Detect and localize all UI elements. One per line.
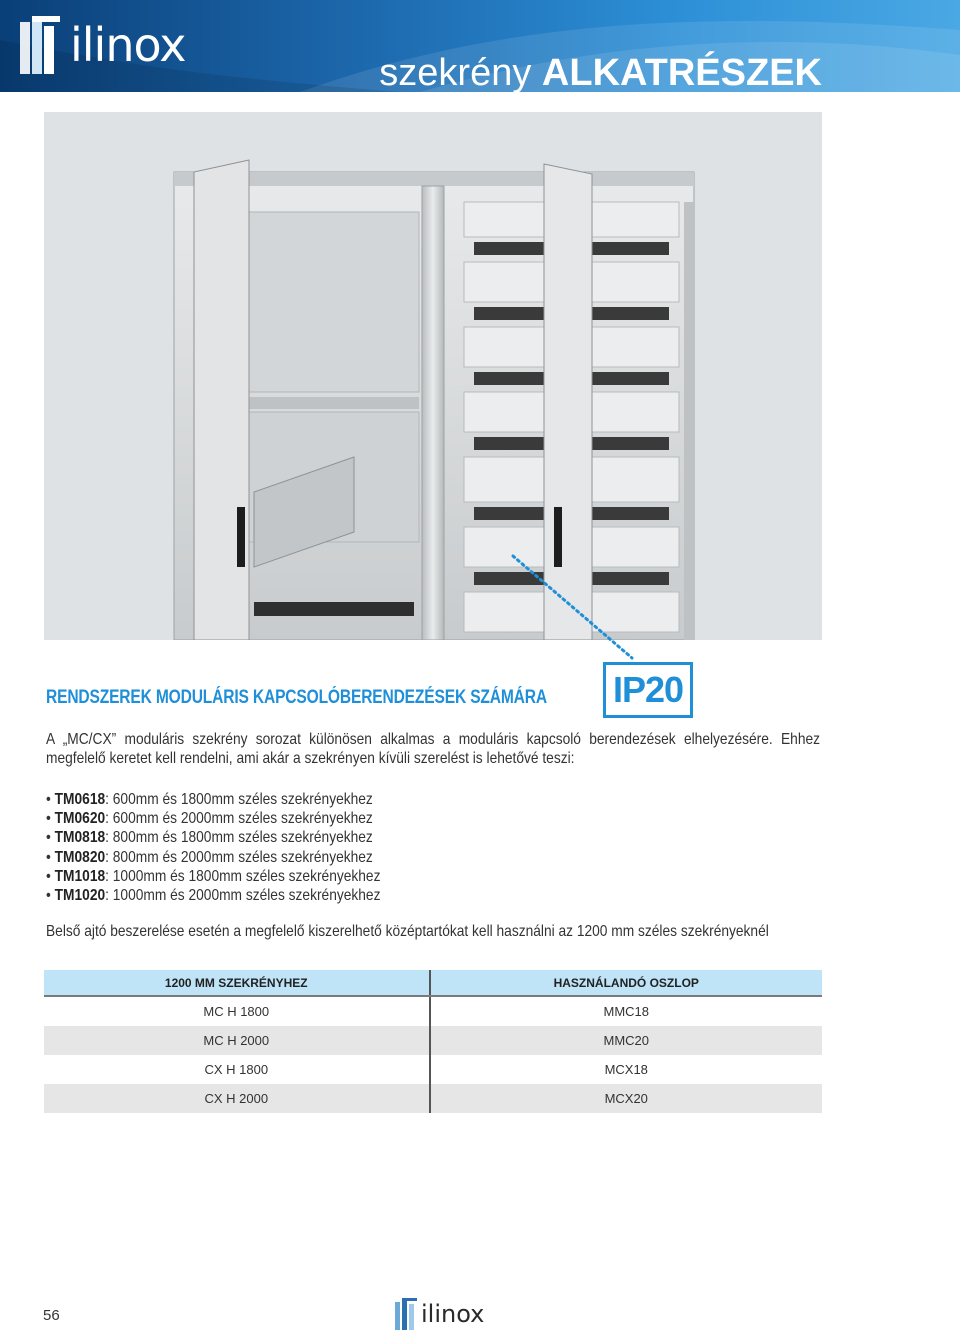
table-header-column: HASZNÁLANDÓ OSZLOP	[430, 970, 823, 996]
list-item: • TM1020: 1000mm és 2000mm széles szekrényekhez	[46, 887, 381, 905]
table-header-row	[44, 970, 822, 996]
frame-list	[46, 790, 380, 905]
intro-line-2: megfelelő keretet kell rendelni, ami akár a szekrényen kívüli szerelést is lehetővé teszi:	[46, 750, 575, 767]
table-cell: MMC18	[603, 1004, 649, 1019]
brand-name: ilinox	[70, 18, 186, 72]
intro-paragraph	[46, 730, 820, 768]
cabinet-illustration	[44, 112, 822, 640]
table-cell: MMC20	[430, 1026, 823, 1055]
table-row	[44, 1055, 822, 1084]
table-cell: CX H 2000	[44, 1084, 430, 1113]
item-code: TM0818	[54, 829, 106, 847]
item-text: : 1000mm és 2000mm széles szekrényekhez	[105, 887, 381, 905]
page-title-light: szekrény	[379, 52, 542, 92]
list-item: • TM0818: 800mm és 1800mm széles szekrényekhez	[46, 829, 373, 847]
table-header-cabinet: 1200 MM SZEKRÉNYHEZ	[44, 970, 430, 996]
item-text: : 600mm és 2000mm széles szekrényekhez	[105, 810, 373, 828]
ip-rating-badge: IP20	[603, 662, 693, 718]
ilinox-logo-icon	[18, 14, 62, 76]
item-code: TM1020	[54, 887, 106, 905]
list-item: • TM0618: 600mm és 1800mm széles szekrényekhez	[46, 791, 373, 808]
item-code: TM0820	[54, 848, 106, 866]
list-item: • TM0620: 600mm és 2000mm széles szekrényekhez	[46, 810, 373, 828]
intro-line-1: A „MC/CX” moduláris szekrény sorozat különösen alkalmas a moduláris kapcsoló berendezések elhelyezésére. Ehhez	[46, 731, 820, 748]
header-banner	[0, 0, 960, 92]
item-text: : 800mm és 2000mm széles szekrényekhez	[105, 848, 373, 866]
item-text: : 800mm és 1800mm széles szekrényekhez	[105, 829, 373, 847]
table-cell: CX H 1800	[44, 1055, 430, 1084]
list-item: • TM0820: 800mm és 2000mm széles szekrényekhez	[46, 848, 373, 866]
footer-brand-name: ilinox	[421, 1300, 485, 1328]
table-row	[44, 1026, 822, 1055]
list-item: • TM1018: 1000mm és 1800mm széles szekrényekhez	[46, 867, 381, 885]
table-cell: MC H 1800	[44, 996, 430, 1026]
ilinox-logo-icon	[394, 1297, 418, 1331]
table-row	[44, 1084, 822, 1113]
page-title	[379, 52, 822, 92]
table-row	[44, 996, 822, 1026]
item-code: TM0618	[54, 791, 106, 808]
column-table	[44, 970, 822, 1113]
item-code: TM0620	[54, 810, 106, 828]
item-text: : 600mm és 1800mm széles szekrényekhez	[105, 791, 373, 808]
section-title: RENDSZEREK MODULÁRIS KAPCSOLÓBERENDEZÉSEK SZÁMÁRA	[46, 687, 547, 708]
installation-note: Belső ajtó beszerelése esetén a megfelelő kiszerelhető középtartókat kell használni az 1200 mm széles szekrényeknél	[46, 923, 769, 940]
table-cell: MCX20	[430, 1084, 823, 1113]
table-cell: MCX18	[604, 1062, 648, 1077]
page-title-bold: ALKATRÉSZEK	[541, 52, 822, 92]
brand-logo[interactable]	[18, 10, 185, 80]
item-text: : 1000mm és 1800mm széles szekrényekhez	[105, 867, 381, 885]
footer-logo[interactable]	[394, 1297, 484, 1331]
table-cell: MC H 2000	[44, 1026, 430, 1055]
item-code: TM1018	[54, 867, 106, 885]
cabinet-photo	[44, 112, 822, 640]
page-number: 56	[43, 1307, 60, 1324]
